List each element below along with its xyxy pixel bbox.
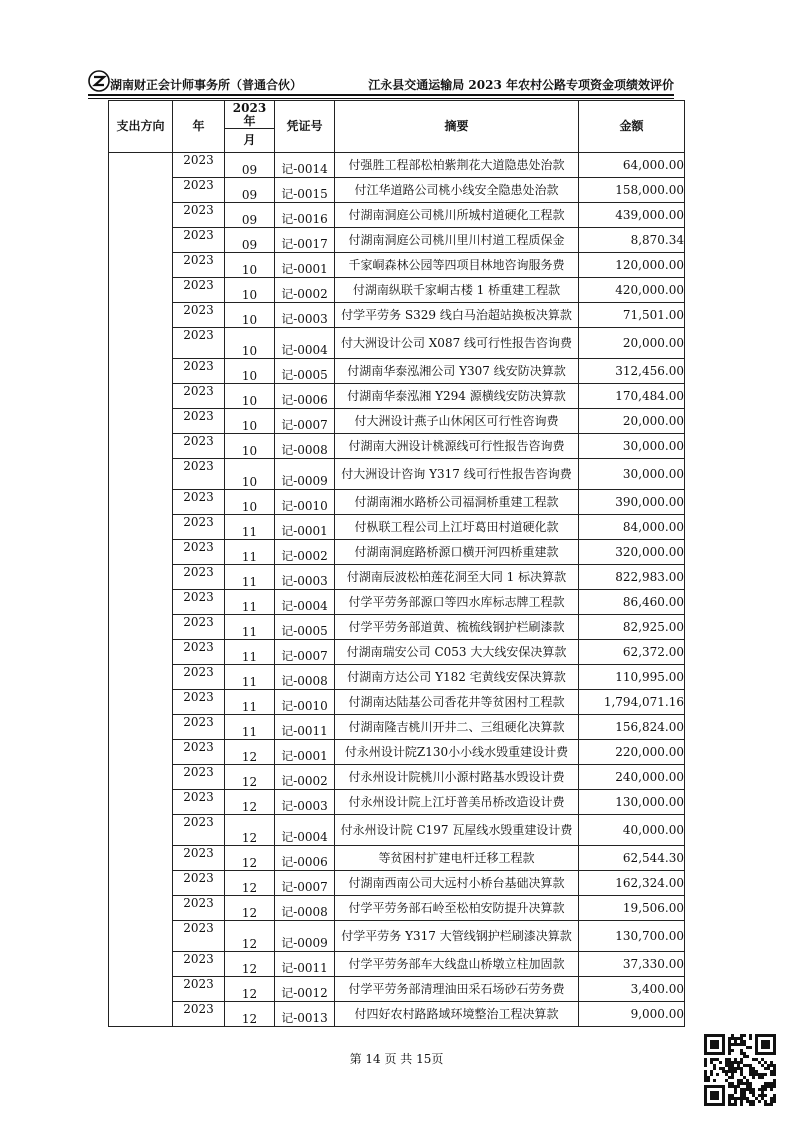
expense-ledger-table	[108, 100, 685, 1027]
table-row	[109, 540, 685, 565]
summary-cell: 付学平劳务 Y317 大管线钢护栏刷漆决算款	[335, 921, 579, 952]
table-row	[109, 384, 685, 409]
amount-cell: 439,000.00	[579, 203, 685, 228]
voucher-cell: 记-0008	[275, 665, 335, 690]
summary-cell: 付学平劳务部石岭至松柏安防提升决算款	[335, 896, 579, 921]
year-cell: 2023	[173, 359, 225, 384]
summary-cell: 付湖南达陆基公司香花井等贫困村工程款	[335, 690, 579, 715]
table-row	[109, 615, 685, 640]
summary-cell: 付学平劳务部源口等四水库标志牌工程款	[335, 590, 579, 615]
month-cell: 12	[225, 952, 275, 977]
table-row	[109, 565, 685, 590]
year-cell: 2023	[173, 896, 225, 921]
amount-cell: 130,700.00	[579, 921, 685, 952]
table-row	[109, 665, 685, 690]
summary-cell: 付永州设计院 C197 瓦屋线水毁重建设计费	[335, 815, 579, 846]
month-cell: 10	[225, 409, 275, 434]
year-cell: 2023	[173, 921, 225, 952]
table-row	[109, 328, 685, 359]
amount-cell: 156,824.00	[579, 715, 685, 740]
amount-cell: 71,501.00	[579, 303, 685, 328]
year-cell: 2023	[173, 590, 225, 615]
summary-cell: 付永州设计院桃川小源村路基水毁设计费	[335, 765, 579, 790]
summary-cell: 付江华道路公司桃小线安全隐患处治款	[335, 178, 579, 203]
summary-cell: 付湖南大洲设计桃源线可行性报告咨询费	[335, 434, 579, 459]
year-cell: 2023	[173, 565, 225, 590]
year-cell: 2023	[173, 640, 225, 665]
month-cell: 11	[225, 665, 275, 690]
summary-cell: 付四好农村路路域环境整治工程决算款	[335, 1002, 579, 1027]
year-cell: 2023	[173, 515, 225, 540]
table-row	[109, 815, 685, 846]
summary-cell: 付湖南方达公司 Y182 宅黄线安保决算款	[335, 665, 579, 690]
voucher-cell: 记-0006	[275, 846, 335, 871]
voucher-cell: 记-0004	[275, 328, 335, 359]
year-cell: 2023	[173, 278, 225, 303]
voucher-cell: 记-0007	[275, 409, 335, 434]
voucher-cell: 记-0001	[275, 515, 335, 540]
month-cell: 11	[225, 590, 275, 615]
summary-cell: 付湖南西南公司大远村小桥台基础决算款	[335, 871, 579, 896]
page-footer: 第 14 页 共 15页	[349, 1052, 444, 1066]
table-row	[109, 203, 685, 228]
month-cell: 12	[225, 921, 275, 952]
table-row	[109, 153, 685, 178]
header-period-year: 2023	[232, 100, 267, 115]
voucher-cell: 记-0009	[275, 459, 335, 490]
summary-cell: 付湖南湘水路桥公司福洞桥重建工程款	[335, 490, 579, 515]
table-row	[109, 303, 685, 328]
month-cell: 10	[225, 434, 275, 459]
amount-cell: 3,400.00	[579, 977, 685, 1002]
summary-cell: 付学平劳务 S329 线白马治超站换板决算款	[335, 303, 579, 328]
table-row	[109, 765, 685, 790]
month-cell: 10	[225, 303, 275, 328]
table-row	[109, 740, 685, 765]
summary-cell: 付湖南纵联千家峒古楼 1 桥重建工程款	[335, 278, 579, 303]
month-cell: 09	[225, 228, 275, 253]
voucher-cell: 记-0012	[275, 977, 335, 1002]
summary-cell: 付学平劳务部道黄、梳梳线钢护栏刷漆款	[335, 615, 579, 640]
month-cell: 10	[225, 359, 275, 384]
amount-cell: 9,000.00	[579, 1002, 685, 1027]
header-year: 年	[173, 101, 225, 153]
summary-cell: 付强胜工程部松柏紫荆花大道隐患处治款	[335, 153, 579, 178]
table-row	[109, 178, 685, 203]
year-cell: 2023	[173, 815, 225, 846]
voucher-cell: 记-0008	[275, 896, 335, 921]
year-cell: 2023	[173, 253, 225, 278]
month-cell: 11	[225, 690, 275, 715]
header-rule-thick	[88, 94, 674, 96]
summary-cell: 付永州设计院Z130小小线水毁重建设计费	[335, 740, 579, 765]
table-row	[109, 590, 685, 615]
amount-cell: 82,925.00	[579, 615, 685, 640]
table-row	[109, 896, 685, 921]
table-row	[109, 715, 685, 740]
year-cell: 2023	[173, 846, 225, 871]
year-cell: 2023	[173, 665, 225, 690]
amount-cell: 822,983.00	[579, 565, 685, 590]
year-cell: 2023	[173, 952, 225, 977]
summary-cell: 付湖南华泰泓湘公司 Y307 线安防决算款	[335, 359, 579, 384]
month-cell: 11	[225, 640, 275, 665]
year-cell: 2023	[173, 540, 225, 565]
month-cell: 10	[225, 278, 275, 303]
month-cell: 09	[225, 178, 275, 203]
amount-cell: 30,000.00	[579, 459, 685, 490]
header-period	[225, 101, 275, 129]
year-cell: 2023	[173, 790, 225, 815]
table-row	[109, 459, 685, 490]
header-voucher: 凭证号	[275, 101, 335, 153]
year-cell: 2023	[173, 303, 225, 328]
voucher-cell: 记-0005	[275, 359, 335, 384]
year-cell: 2023	[173, 409, 225, 434]
table-row	[109, 253, 685, 278]
summary-cell: 付大洲设计燕子山休闲区可行性咨询费	[335, 409, 579, 434]
year-cell: 2023	[173, 384, 225, 409]
voucher-cell: 记-0007	[275, 871, 335, 896]
table-row	[109, 359, 685, 384]
amount-cell: 40,000.00	[579, 815, 685, 846]
table-row	[109, 952, 685, 977]
voucher-cell: 记-0004	[275, 815, 335, 846]
voucher-cell: 记-0010	[275, 690, 335, 715]
header-rule-thin	[88, 98, 674, 99]
year-cell: 2023	[173, 1002, 225, 1027]
table-row	[109, 228, 685, 253]
table-row	[109, 1002, 685, 1027]
month-cell: 10	[225, 253, 275, 278]
amount-cell: 158,000.00	[579, 178, 685, 203]
table-row	[109, 921, 685, 952]
summary-cell: 千家峒森林公园等四项目林地咨询服务费	[335, 253, 579, 278]
header-amount: 金额	[579, 101, 685, 153]
voucher-cell: 记-0015	[275, 178, 335, 203]
year-cell: 2023	[173, 178, 225, 203]
voucher-cell: 记-0002	[275, 278, 335, 303]
month-cell: 12	[225, 765, 275, 790]
month-cell: 12	[225, 815, 275, 846]
table-row	[109, 790, 685, 815]
summary-cell: 付大洲设计咨询 Y317 线可行性报告咨询费	[335, 459, 579, 490]
voucher-cell: 记-0006	[275, 384, 335, 409]
table-row	[109, 278, 685, 303]
header-direction: 支出方向	[109, 101, 173, 153]
summary-cell: 付湖南隆吉桃川开井二、三组硬化决算款	[335, 715, 579, 740]
header-summary: 摘要	[335, 101, 579, 153]
month-cell: 12	[225, 1002, 275, 1027]
year-cell: 2023	[173, 490, 225, 515]
table-row	[109, 846, 685, 871]
summary-cell: 付湖南洞庭路桥源口横开河四桥重建款	[335, 540, 579, 565]
summary-cell: 付学平劳务部清理油田采石场砂石劳务费	[335, 977, 579, 1002]
year-cell: 2023	[173, 765, 225, 790]
voucher-cell: 记-0002	[275, 540, 335, 565]
table-row	[109, 409, 685, 434]
voucher-cell: 记-0017	[275, 228, 335, 253]
summary-cell: 付湖南洞庭公司桃川所城村道硬化工程款	[335, 203, 579, 228]
month-cell: 10	[225, 490, 275, 515]
amount-cell: 320,000.00	[579, 540, 685, 565]
amount-cell: 130,000.00	[579, 790, 685, 815]
firm-name: 湖南财正会计师事务所（普通合伙）	[110, 78, 303, 92]
amount-cell: 20,000.00	[579, 409, 685, 434]
month-cell: 12	[225, 740, 275, 765]
summary-cell: 付湖南辰波松柏莲花洞至大同 1 标决算款	[335, 565, 579, 590]
header-period-nian: 年	[243, 113, 256, 128]
table-row	[109, 490, 685, 515]
amount-cell: 84,000.00	[579, 515, 685, 540]
page-header	[88, 66, 674, 96]
amount-cell: 64,000.00	[579, 153, 685, 178]
voucher-cell: 记-0003	[275, 565, 335, 590]
amount-cell: 86,460.00	[579, 590, 685, 615]
amount-cell: 20,000.00	[579, 328, 685, 359]
summary-cell: 等贫困村扩建电杆迁移工程款	[335, 846, 579, 871]
month-cell: 12	[225, 790, 275, 815]
summary-cell: 付湖南瑞安公司 C053 大大线安保决算款	[335, 640, 579, 665]
summary-cell: 付湖南华泰泓湘 Y294 源横线安防决算款	[335, 384, 579, 409]
voucher-cell: 记-0011	[275, 715, 335, 740]
voucher-cell: 记-0004	[275, 590, 335, 615]
year-cell: 2023	[173, 203, 225, 228]
amount-cell: 220,000.00	[579, 740, 685, 765]
voucher-cell: 记-0014	[275, 153, 335, 178]
table-row	[109, 871, 685, 896]
month-cell: 11	[225, 540, 275, 565]
year-cell: 2023	[173, 871, 225, 896]
year-cell: 2023	[173, 153, 225, 178]
amount-cell: 390,000.00	[579, 490, 685, 515]
month-cell: 10	[225, 459, 275, 490]
month-cell: 12	[225, 896, 275, 921]
summary-cell: 付枞联工程公司上江圩葛田村道硬化款	[335, 515, 579, 540]
amount-cell: 1,794,071.16	[579, 690, 685, 715]
qr-code-icon	[704, 1034, 776, 1106]
amount-cell: 110,995.00	[579, 665, 685, 690]
voucher-cell: 记-0005	[275, 615, 335, 640]
voucher-cell: 记-0016	[275, 203, 335, 228]
month-cell: 11	[225, 565, 275, 590]
year-cell: 2023	[173, 977, 225, 1002]
firm-logo-icon	[88, 70, 110, 92]
summary-cell: 付湖南洞庭公司桃川里川村道工程质保金	[335, 228, 579, 253]
month-cell: 12	[225, 871, 275, 896]
year-cell: 2023	[173, 740, 225, 765]
voucher-cell: 记-0002	[275, 765, 335, 790]
month-cell: 10	[225, 384, 275, 409]
month-cell: 10	[225, 328, 275, 359]
amount-cell: 170,484.00	[579, 384, 685, 409]
amount-cell: 312,456.00	[579, 359, 685, 384]
year-cell: 2023	[173, 615, 225, 640]
month-cell: 12	[225, 846, 275, 871]
direction-cell	[109, 153, 173, 1027]
year-cell: 2023	[173, 715, 225, 740]
header-month: 月	[225, 129, 275, 153]
month-cell: 11	[225, 615, 275, 640]
voucher-cell: 记-0008	[275, 434, 335, 459]
summary-cell: 付学平劳务部车大线盘山桥墩立柱加固款	[335, 952, 579, 977]
year-cell: 2023	[173, 434, 225, 459]
table-row	[109, 977, 685, 1002]
report-title: 江永县交通运输局 2023 年农村公路专项资金项绩效评价	[368, 78, 674, 92]
month-cell: 11	[225, 515, 275, 540]
summary-cell: 付永州设计院上江圩普美吊桥改造设计费	[335, 790, 579, 815]
table-row	[109, 640, 685, 665]
voucher-cell: 记-0009	[275, 921, 335, 952]
year-cell: 2023	[173, 690, 225, 715]
voucher-cell: 记-0007	[275, 640, 335, 665]
voucher-cell: 记-0003	[275, 790, 335, 815]
amount-cell: 162,324.00	[579, 871, 685, 896]
table-row	[109, 690, 685, 715]
amount-cell: 19,506.00	[579, 896, 685, 921]
amount-cell: 420,000.00	[579, 278, 685, 303]
voucher-cell: 记-0003	[275, 303, 335, 328]
amount-cell: 62,372.00	[579, 640, 685, 665]
table-row	[109, 434, 685, 459]
year-cell: 2023	[173, 228, 225, 253]
month-cell: 09	[225, 203, 275, 228]
voucher-cell: 记-0011	[275, 952, 335, 977]
amount-cell: 37,330.00	[579, 952, 685, 977]
ledger-body	[109, 153, 685, 1027]
voucher-cell: 记-0001	[275, 740, 335, 765]
voucher-cell: 记-0010	[275, 490, 335, 515]
summary-cell: 付大洲设计公司 X087 线可行性报告咨询费	[335, 328, 579, 359]
month-cell: 09	[225, 153, 275, 178]
month-cell: 11	[225, 715, 275, 740]
amount-cell: 120,000.00	[579, 253, 685, 278]
year-cell: 2023	[173, 459, 225, 490]
amount-cell: 8,870.34	[579, 228, 685, 253]
voucher-cell: 记-0001	[275, 253, 335, 278]
voucher-cell: 记-0013	[275, 1002, 335, 1027]
table-row	[109, 515, 685, 540]
month-cell: 12	[225, 977, 275, 1002]
amount-cell: 30,000.00	[579, 434, 685, 459]
year-cell: 2023	[173, 328, 225, 359]
amount-cell: 240,000.00	[579, 765, 685, 790]
amount-cell: 62,544.30	[579, 846, 685, 871]
